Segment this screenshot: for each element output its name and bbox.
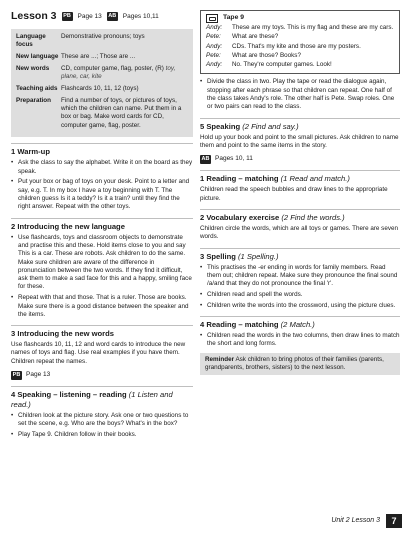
page-number: 7 bbox=[386, 514, 402, 528]
list-item: • Children write the words into the crossword, using the picture clues. bbox=[200, 302, 400, 310]
tape-script-box bbox=[200, 10, 400, 74]
activity-book-icon: AB bbox=[108, 13, 117, 20]
dialogue-text: No. They're computer games. Look! bbox=[232, 61, 332, 69]
tape-header: Tape 9 bbox=[206, 14, 394, 23]
tape-instructions-list bbox=[200, 78, 400, 111]
info-new-language: New language These are ...; Those are ... bbox=[16, 52, 136, 60]
speaking-list bbox=[11, 412, 193, 439]
speaking-paragraph: Hold up your book and point to the small pictures. Ask children to name them and point to the same items in the story. bbox=[200, 133, 399, 149]
list-item: • Put your box or bag of toys on your desk. Point to a letter and say, e.g. T. In my box I have a toy beginning with T. The children guess Is it a teddy? Is it a train? until they find the right answer. Repeat with the other toys. bbox=[11, 178, 193, 211]
dialogue-line bbox=[206, 33, 394, 41]
section-spelling-title: 3 Spelling (1 Spelling.) bbox=[200, 248, 400, 262]
tape-dialogue bbox=[206, 24, 394, 69]
reminder-text: Ask children to bring photos of their families (parents, grandparents, brothers, sisters) to the next lesson. bbox=[205, 355, 384, 371]
section-vocabulary-title: 2 Vocabulary exercise (2 Find the words.) bbox=[200, 209, 400, 223]
lesson-header bbox=[11, 10, 193, 24]
dialogue-speaker: Andy: bbox=[206, 42, 223, 50]
reading-matching-1-paragraph: Children read the speech bubbles and draw lines to the appropriate picture. bbox=[200, 186, 388, 202]
section-reading-matching-1-title: 1 Reading – matching (1 Read and match.) bbox=[200, 170, 400, 184]
dialogue-text: What are these? bbox=[232, 33, 279, 41]
list-item: • Divide the class in two. Play the tape or read the dialogue again, stopping after each phrase so that children can repeat. One half of the class takes Andy's role. The other half is Pete. Swap roles. One or two pairs can read to the class. bbox=[200, 78, 400, 111]
list-item: • This practises the -er ending in words for family members. Read them out; children repeat. Make sure they pronounce the final sound /a/and that they do not pronounce the final 'r'. bbox=[200, 264, 400, 289]
dialogue-text: What are those? Books? bbox=[232, 51, 301, 59]
pupils-book-pages: Page 13 bbox=[77, 12, 102, 20]
reading-matching-2-list bbox=[200, 332, 400, 349]
lesson-title: Lesson 3 bbox=[11, 10, 57, 22]
section-reading-matching-2-title: 4 Reading – matching (2 Match.) bbox=[200, 316, 400, 330]
pupils-book-icon: PB bbox=[63, 13, 71, 20]
list-item: • Repeat with that and those. That is a ruler. Those are books. Make sure there is a good distance between the speaker and the items. bbox=[11, 294, 193, 319]
new-words-paragraph: Use flashcards 10, 11, 12 and word cards to introduce the new names of toys and flag. Use real examples if you have them. Children repeat the names. bbox=[11, 341, 186, 365]
dialogue-speaker: Pete: bbox=[206, 33, 221, 41]
warm-up-list bbox=[11, 159, 193, 211]
list-item: • Ask the class to say the alphabet. Write it on the board as they speak. bbox=[11, 159, 193, 176]
section-speaking-listening-title: 4 Speaking – listening – reading (1 Listen and read.) bbox=[11, 386, 193, 410]
lesson-info-box bbox=[11, 29, 193, 137]
info-teaching-aids: Teaching aids Flashcards 10, 11, 12 (toys) bbox=[16, 84, 139, 92]
footer-unit-lesson: Unit 2 Lesson 3 bbox=[331, 517, 380, 525]
activity-book-page-ref: AB Pages 10, 11 bbox=[201, 155, 253, 163]
pupils-book-page-ref: PB Page 13 bbox=[12, 371, 51, 379]
pupils-book-icon: PB bbox=[12, 372, 21, 379]
dialogue-speaker: Andy: bbox=[206, 24, 223, 31]
dialogue-text: CDs. That's my kite and those are my posters. bbox=[232, 42, 361, 50]
list-item: • Children read the words in the two columns, then draw lines to match the short and long forms. bbox=[200, 332, 400, 349]
cassette-tape-icon bbox=[206, 14, 218, 23]
dialogue-line bbox=[206, 24, 394, 32]
list-item: • Play Tape 9. Children follow in their books. bbox=[11, 431, 193, 439]
list-item: • Use flashcards, toys and classroom objects to demonstrate and practise this and these. Hold items close to you and say This is a car. These are robots. Ask children to do the same. Make sure children are aware of the difference in pronunciation between the two words. If they find it difficult, ask them to make a sad face for this and a happy, smiling face for these. bbox=[11, 234, 193, 292]
section-speaking-title: 5 Speaking (2 Find and say.) bbox=[200, 118, 400, 132]
dialogue-line bbox=[206, 43, 394, 51]
reminder-label: Reminder bbox=[205, 355, 235, 363]
reminder-box bbox=[200, 353, 400, 376]
list-item: • Children read and spell the words. bbox=[200, 291, 400, 299]
section-new-language-title: 2 Introducing the new language bbox=[11, 218, 193, 232]
info-new-words: New words CD, computer game, flag, poster, (R) toy, plane, car, kite bbox=[16, 64, 176, 81]
list-item: • Children look at the picture story. Ask one or two questions to set the scene, e.g. Who are the boys? What's in the box? bbox=[11, 412, 193, 429]
dialogue-line bbox=[206, 52, 394, 60]
activity-book-icon: AB bbox=[201, 156, 210, 163]
dialogue-speaker: Andy: bbox=[206, 61, 223, 69]
info-preparation: Preparation Find a number of toys, or pictures of toys, which the children can name. Put them in a box or bag. Make word cards for CD, computer game, flag, poster. bbox=[16, 96, 182, 129]
dialogue-text: These are my toys. This is my flag and these are my cars. bbox=[232, 24, 394, 31]
section-warm-up-title: 1 Warm-up bbox=[11, 143, 193, 157]
dialogue-speaker: Pete: bbox=[206, 51, 221, 59]
page-footer bbox=[331, 514, 402, 528]
right-column bbox=[200, 10, 400, 375]
dialogue-line bbox=[206, 61, 394, 69]
info-language-focus: Language focus Demonstrative pronouns; toys bbox=[16, 32, 145, 49]
left-column bbox=[11, 10, 193, 442]
section-new-words-title: 3 Introducing the new words bbox=[11, 325, 193, 339]
activity-book-pages: Pages 10,11 bbox=[122, 12, 159, 20]
spelling-list bbox=[200, 264, 400, 310]
new-language-list bbox=[11, 234, 193, 319]
vocabulary-paragraph: Children circle the words, which are all toys or games. There are seven words. bbox=[200, 224, 398, 241]
